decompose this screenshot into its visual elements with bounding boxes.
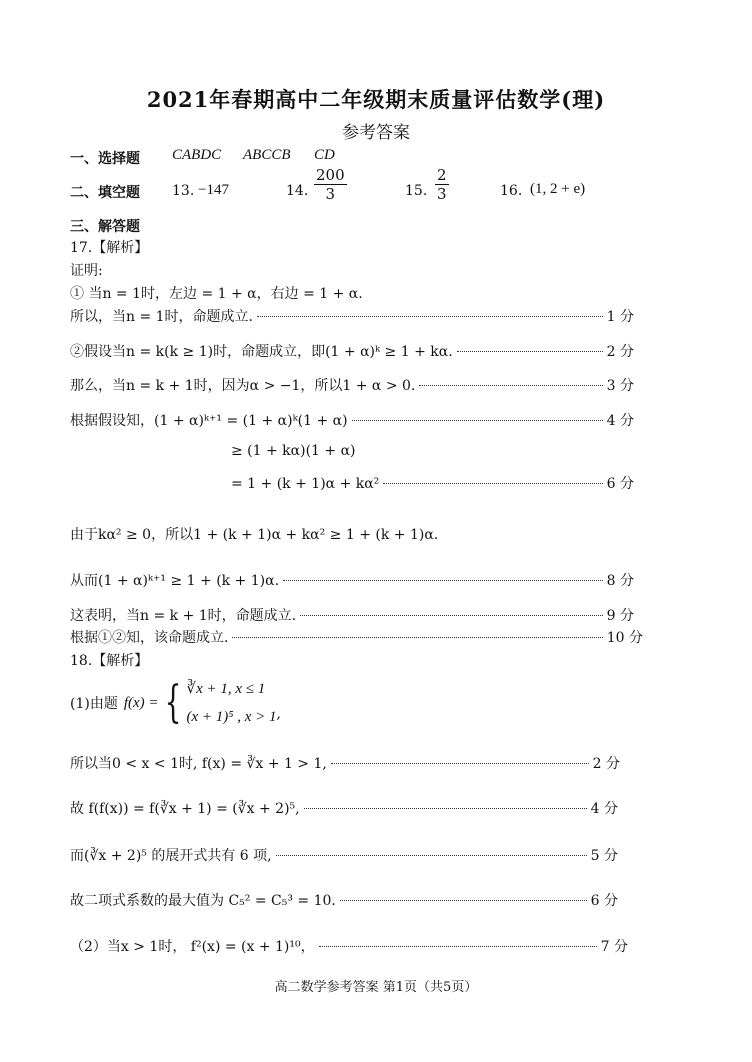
q17-line4: 那么，当n = k + 1时，因为α > −1，所以1 + α > 0. bbox=[70, 378, 416, 394]
q18-func-label: f(x) = bbox=[123, 694, 159, 711]
q18-line5: 故二项式系数的最大值为 C₅² = C₅³ = 10. bbox=[70, 893, 336, 909]
q14-answer bbox=[314, 166, 347, 203]
section-fill-label: 二、填空题 bbox=[70, 185, 140, 201]
q17-line2: 所以，当n = 1时，命题成立. bbox=[70, 309, 254, 325]
q17-score2: 1 分 bbox=[606, 309, 634, 325]
q18-line6: （2）当x > 1时， f²(x) = (x + 1)¹⁰， bbox=[70, 939, 315, 955]
q18-line3-row bbox=[70, 798, 618, 818]
q13-answer: −147 bbox=[198, 182, 229, 198]
q15-number: 15. bbox=[405, 183, 428, 199]
q17-line7: = 1 + (k + 1)α + kα² bbox=[231, 476, 380, 492]
choice-answers-3: CD bbox=[314, 147, 335, 163]
q17-proof-label: 证明: bbox=[70, 263, 103, 279]
q17-score3: 2 分 bbox=[606, 344, 634, 360]
q14-denominator: 3 bbox=[325, 185, 336, 203]
q17-line8: 由于kα² ≥ 0，所以1 + (k + 1)α + kα² ≥ 1 + (k + 1)α. bbox=[70, 527, 439, 543]
q17-score10: 9 分 bbox=[606, 608, 634, 624]
q17-line5: 根据假设知，(1 + α)ᵏ⁺¹ = (1 + α)ᵏ(1 + α) bbox=[70, 413, 348, 429]
q17-line9-row bbox=[70, 570, 634, 590]
q18-line3: 故 f(f(x)) = f(∛x + 1) = (∛x + 2)⁵, bbox=[70, 801, 300, 817]
q17-line7-row bbox=[231, 473, 634, 493]
q18-score2: 2 分 bbox=[592, 756, 620, 772]
q17-line10-row bbox=[70, 605, 634, 625]
q14-numerator: 200 bbox=[316, 166, 345, 184]
q18-case1: ∛x + 1, x ≤ 1 bbox=[186, 681, 266, 697]
q18-case-end: , bbox=[276, 706, 281, 722]
q15-denominator: 3 bbox=[437, 185, 447, 203]
q18-piecewise bbox=[70, 675, 281, 731]
q17-line11: 根据①②知，该命题成立. bbox=[70, 630, 229, 646]
section-solution-label: 三、解答题 bbox=[70, 219, 140, 235]
page-footer: 高二数学参考答案 第1页（共5页） bbox=[274, 980, 478, 995]
q18-line1-prefix: (1)由题 bbox=[70, 696, 118, 712]
q17-line9: 从而(1 + α)ᵏ⁺¹ ≥ 1 + (k + 1)α. bbox=[70, 573, 280, 589]
q17-line11-row bbox=[70, 627, 643, 647]
q17-score5: 4 分 bbox=[606, 413, 634, 429]
q17-header: 17.【解析】 bbox=[70, 240, 149, 256]
q17-score7: 6 分 bbox=[606, 476, 634, 492]
q17-score4: 3 分 bbox=[606, 378, 634, 394]
q18-score4: 5 分 bbox=[590, 848, 618, 864]
q18-score6: 7 分 bbox=[600, 939, 628, 955]
q13-number: 13. bbox=[172, 183, 195, 199]
q17-line6: ≥ (1 + kα)(1 + α) bbox=[231, 443, 356, 459]
q17-line3: ②假设当n = k(k ≥ 1)时，命题成立，即(1 + α)ᵏ ≥ 1 + kα. bbox=[70, 344, 453, 360]
q18-case2: (x + 1)⁵ , x > 1 bbox=[186, 709, 277, 725]
q17-score9: 8 分 bbox=[606, 573, 634, 589]
q18-line5-row bbox=[70, 890, 618, 910]
choice-answers-1: CABDC bbox=[172, 147, 222, 163]
q15-answer bbox=[435, 166, 449, 203]
q17-line5-row bbox=[70, 410, 634, 430]
left-brace-icon: { bbox=[164, 677, 181, 728]
q16-answer: (1, 2 + e) bbox=[530, 181, 586, 197]
q17-line4-row bbox=[70, 375, 634, 395]
q18-line4-row bbox=[70, 845, 618, 865]
q18-line4: 而(∛x + 2)⁵ 的展开式共有 6 项, bbox=[70, 848, 272, 864]
page-subtitle: 参考答案 bbox=[342, 123, 410, 143]
q17-line10: 这表明，当n = k + 1时，命题成立. bbox=[70, 608, 297, 624]
q18-header: 18.【解析】 bbox=[70, 653, 149, 669]
q17-line1: ① 当n = 1时，左边 = 1 + α，右边 = 1 + α. bbox=[70, 286, 363, 302]
q17-line3-row bbox=[70, 341, 634, 361]
q18-line2-row bbox=[70, 753, 620, 773]
q17-score11: 10 分 bbox=[606, 630, 643, 646]
q18-line2: 所以当0 < x < 1时, f(x) = ∛x + 1 > 1, bbox=[70, 756, 327, 772]
q18-line6-row bbox=[70, 936, 628, 956]
q18-cases bbox=[187, 675, 277, 731]
q15-numerator: 2 bbox=[437, 166, 447, 184]
choice-answers-2: ABCCB bbox=[243, 147, 291, 163]
page-title: 2021年春期高中二年级期末质量评估数学(理) bbox=[146, 87, 606, 112]
section-choice-label: 一、选择题 bbox=[70, 151, 140, 167]
q17-line2-row bbox=[70, 306, 634, 326]
q16-number: 16. bbox=[500, 183, 523, 199]
q18-score5: 6 分 bbox=[590, 893, 618, 909]
q14-number: 14. bbox=[286, 183, 309, 199]
q18-score3: 4 分 bbox=[590, 801, 618, 817]
